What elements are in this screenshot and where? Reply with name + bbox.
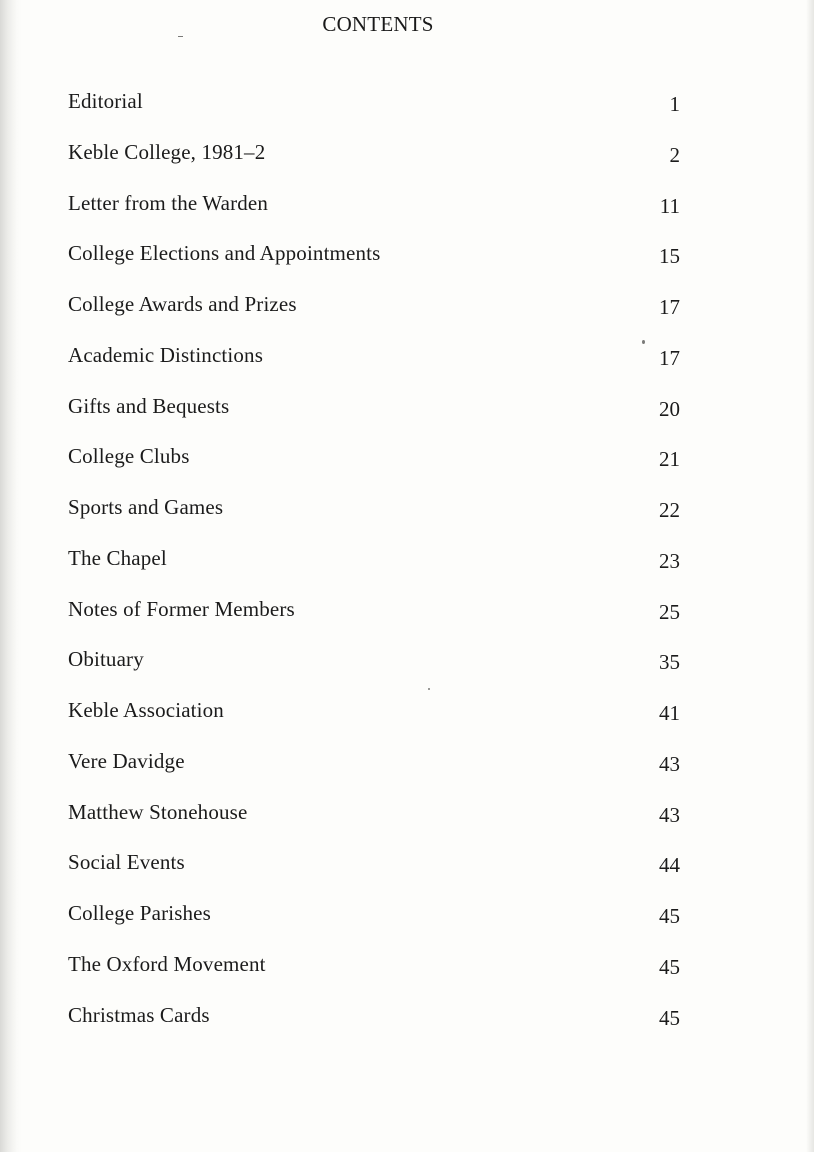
- toc-page-number: 43: [659, 751, 680, 776]
- toc-page-number: 22: [659, 498, 680, 522]
- page-title: CONTENTS: [322, 12, 434, 36]
- toc-page-number: 15: [659, 244, 680, 269]
- toc-row: [68, 87, 682, 138]
- toc-page-number: 41: [659, 701, 680, 725]
- toc-row: [68, 595, 682, 646]
- toc-page-number: 35: [659, 650, 680, 675]
- toc-row: [68, 239, 682, 290]
- toc-row: [68, 848, 682, 899]
- toc-title: Keble College, 1981–2: [68, 139, 266, 164]
- toc-title: The Chapel: [68, 545, 167, 570]
- toc-title: Vere Davidge: [68, 748, 185, 773]
- page-right-shadow: [806, 0, 814, 1152]
- toc-page-number: 21: [659, 447, 680, 472]
- toc-row: [68, 798, 682, 849]
- toc-row: [68, 544, 682, 595]
- toc-row: [68, 290, 682, 341]
- toc-title: College Elections and Appointments: [68, 241, 381, 266]
- toc-title: Gifts and Bequests: [68, 393, 230, 418]
- toc-row: [68, 696, 682, 747]
- toc-row: [68, 493, 682, 544]
- toc-title: Academic Distinctions: [68, 342, 264, 367]
- toc-page-number: 17: [659, 295, 680, 319]
- toc-page-number: 43: [659, 802, 680, 827]
- toc-title: Keble Association: [68, 698, 224, 722]
- toc-title: College Awards and Prizes: [68, 292, 297, 316]
- toc-page-number: 45: [659, 1005, 680, 1030]
- toc-row: [68, 341, 682, 392]
- toc-page-number: 25: [659, 599, 680, 624]
- toc-page-number: 2: [669, 142, 680, 167]
- toc-title: Letter from the Warden: [68, 190, 269, 215]
- toc-page-number: 45: [659, 904, 680, 928]
- toc-title: College Clubs: [68, 444, 190, 469]
- toc-page-number: 20: [659, 396, 680, 421]
- toc-row: [68, 138, 682, 189]
- toc-row: [68, 899, 682, 950]
- toc-page-number: 11: [659, 193, 680, 218]
- table-of-contents: [68, 87, 682, 1051]
- toc-row: [68, 442, 682, 493]
- toc-title: Notes of Former Members: [68, 596, 295, 621]
- toc-title: The Oxford Movement: [68, 951, 266, 976]
- toc-title: Matthew Stonehouse: [68, 799, 248, 824]
- toc-page-number: 23: [659, 548, 680, 573]
- toc-page-number: 44: [659, 853, 680, 878]
- toc-row: [68, 950, 682, 1001]
- toc-page-number: 1: [669, 92, 680, 116]
- toc-title: College Parishes: [68, 901, 211, 925]
- toc-row: [68, 645, 682, 696]
- toc-page-number: 17: [659, 345, 680, 370]
- toc-row: [68, 1001, 682, 1052]
- toc-title: Sports and Games: [68, 495, 224, 519]
- page-left-shadow: [0, 0, 22, 1152]
- toc-row: [68, 392, 682, 443]
- toc-page-number: 45: [659, 954, 680, 979]
- toc-title: Social Events: [68, 850, 185, 875]
- toc-row: [68, 189, 682, 240]
- toc-title: Christmas Cards: [68, 1002, 210, 1027]
- toc-row: [68, 747, 682, 798]
- toc-title: Obituary: [68, 647, 144, 672]
- toc-title: Editorial: [68, 89, 143, 113]
